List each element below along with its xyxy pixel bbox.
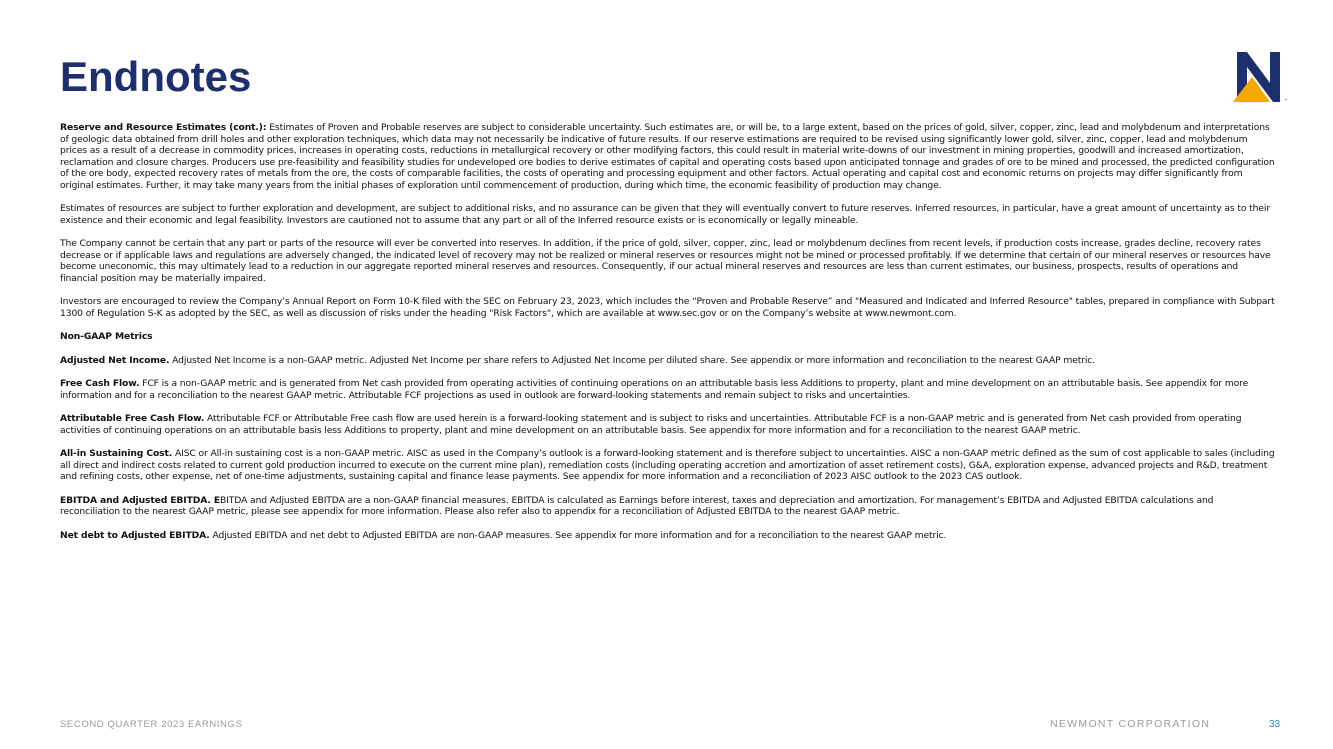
paragraph-text: Estimates of resources are subject to further exploration and development, are subject to additional risks, and no assurance can be given that they will eventually convert to future reserves. Inferred resources, in particular, have a great amount of uncertainty as to their existence and their economic and legal feasibility. Investors are cautioned not to assume that any part or all of the Inferred resource exists or is economically or legally mineable. — [60, 203, 1270, 226]
page-title: Endnotes — [60, 53, 252, 100]
paragraph-net-debt — [60, 530, 1275, 542]
endnotes-body — [60, 122, 1275, 553]
newmont-logo — [1230, 50, 1292, 106]
paragraph-resource-conversion — [60, 238, 1275, 284]
paragraph-resource-estimates — [60, 203, 1275, 226]
paragraph-text: AISC or All-in sustaining cost is a non-GAAP metric. AISC as used in the Company’s outlook is a forward-looking statement and is therefore subject to uncertainties. AISC a non-GAAP metric defined as the sum of cost applicable to sales (including all direct and indirect costs related to current gold production incurred to execute on the current mine plan), remediation costs (including operating accretion and amortization of asset retirement costs), G&A, exploration expense, advanced projects and R&D, treatment and refining costs, other expense, net of one-time adjustments, sustaining capital and finance lease payments. See appendix for more information and a reconciliation of 2023 AISC outlook to the 2023 CAS outlook. — [60, 448, 1275, 482]
paragraph-free-cash-flow — [60, 378, 1275, 401]
paragraph-text: The Company cannot be certain that any part or parts of the resource will ever be converted into reserves. In addition, if the price of gold, silver, copper, zinc, lead or molybdenum declines from recent levels, if production costs increase, grades decline, recovery rates decrease or if applicable laws and regulations are adversely changed, the indicated level of recovery may not be realized or mineral reserves or resources might not be mined or processed profitably. If we determine that certain of our mineral reserves or resources have become uneconomic, this may ultimately lead to a reduction in our aggregate reported mineral reserves and resources. Consequently, if our actual mineral reserves and resources are less than current estimates, our business, prospects, results of operations and financial position may be materially impaired. — [60, 238, 1271, 284]
paragraph-text: Estimates of Proven and Probable reserves are subject to considerable uncertainty. Such estimates are, or will be, to a large extent, based on the prices of gold, silver, copper, zinc, lead and molybdenum and interpretations of geologic data obtained from drill holes and other exploration techniques, which data may not necessarily be indicative of future results. If our reserve estimations are required to be revised using significantly lower gold, silver, zinc, copper, lead and molybdenum prices as a result of a decrease in commodity prices, increases in operating costs, reductions in metallurgical recovery or other modifying factors, this could result in material write-downs of our investment in mining properties, goodwill and increased amortization, reclamation and closure charges. Producers use pre-feasibility and feasibility studies for undeveloped ore bodies to derive estimates of capital and operating costs based upon anticipated tonnage and grades of ore to be mined and processed, the predicted configuration of the ore body, expected recovery rates of metals from the ore, the costs of comparable facilities, the costs of operating and processing equipment and other factors. Actual operating and capital cost and economic returns on projects may differ significantly from original estimates. Further, it may take many years from the initial phases of exploration until commencement of production, during which time, the economic feasibility of production may change. — [60, 122, 1275, 191]
paragraph-text: Adjusted EBITDA and net debt to Adjusted EBITDA are non-GAAP measures. See appendix for more information and for a reconciliation to the nearest GAAP metric. — [209, 529, 947, 541]
paragraph-heading: Free Cash Flow. — [60, 378, 140, 389]
page-number: 33 — [1269, 719, 1281, 730]
paragraph-heading: All-in Sustaining Cost. — [60, 448, 173, 459]
paragraph-text: Attributable FCF or Attributable Free cash flow are used herein is a forward-looking statement and is subject to risks and uncertainties. Attributable FCF is a non-GAAP metric and is generated from Net cash provided from operating activities of continuing operations on an attributable basis less Additions to property, plant and mine development on an attributable basis. See appendix for more information and for a reconciliation to the nearest GAAP metric. — [60, 413, 1242, 436]
section-heading-non-gaap — [60, 331, 1275, 343]
paragraph-text: BITDA and Adjusted EBITDA are a non-GAAP financial measures. EBITDA is calculated as Earnings before interest, taxes and depreciation and amortization. For management’s EBITDA and Adjusted EBITDA calculations and reconciliation to the nearest GAAP metric, please see appendix for more information. Please also refer also to appendix for a reconciliation of Adjusted EBITDA to the nearest GAAP metric. — [60, 494, 1214, 517]
paragraph-ebitda — [60, 495, 1275, 518]
paragraph-text: FCF is a non-GAAP metric and is generated from Net cash provided from operating activities of continuing operations on an attributable basis less Additions to property, plant and mine development on an attributable basis. See appendix for more information and for a reconciliation to the nearest GAAP metric. Attributable FCF projections as used in outlook are forward-looking statements and remain subject to risks and uncertainties. — [60, 378, 1249, 401]
paragraph-heading: Non-GAAP Metrics — [60, 331, 153, 342]
paragraph-text: Investors are encouraged to review the Company’s Annual Report on Form 10-K filed with the SEC on February 23, 2023, which includes the “Proven and Probable Reserve” and "Measured and Indicated and Inferred Resource" tables, prepared in compliance with Subpart 1300 of Regulation S-K as adopted by the SEC, as well as discussion of risks under the heading "Risk Factors", which are available at www.sec.gov or on the Company’s website at www.newmont.com. — [60, 296, 1275, 319]
paragraph-heading: Net debt to Adjusted EBITDA. — [60, 529, 210, 541]
newmont-n-logo-icon — [1230, 50, 1286, 106]
paragraph-text: Adjusted Net Income is a non-GAAP metric. Adjusted Net Income per share refers to Adjusted Net Income per diluted share. See appendix or more information and reconciliation to the nearest GAAP metric. — [169, 354, 1096, 366]
footer-company: NEWMONT CORPORATION — [1050, 718, 1211, 730]
paragraph-reserve-estimates — [60, 122, 1275, 191]
paragraph-heading: Attributable Free Cash Flow. — [60, 413, 205, 424]
trademark-mark: ™ — [1284, 98, 1288, 103]
paragraph-heading: EBITDA and Adjusted EBITDA. E — [60, 494, 221, 506]
paragraph-heading: Adjusted Net Income. — [60, 354, 170, 366]
paragraph-investor-review — [60, 296, 1275, 319]
paragraph-adjusted-net-income — [60, 355, 1275, 367]
paragraph-heading: Reserve and Resource Estimates (cont.): — [60, 122, 267, 133]
paragraph-aisc — [60, 448, 1275, 483]
paragraph-attributable-fcf — [60, 413, 1275, 436]
footer-deck-title: SECOND QUARTER 2023 EARNINGS — [60, 719, 243, 730]
